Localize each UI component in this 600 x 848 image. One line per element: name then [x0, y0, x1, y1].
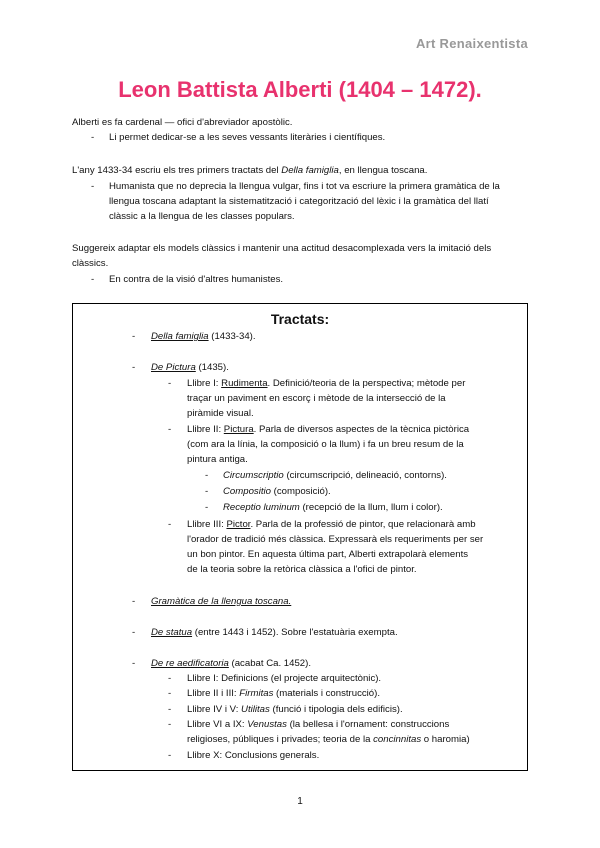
document-title: Leon Battista Alberti (1404 – 1472). — [118, 77, 482, 102]
page-number: 1 — [297, 796, 303, 807]
bullet-dash: - — [91, 181, 95, 192]
bullet-dash: - — [168, 519, 172, 530]
pictura-llibre-1: Llibre I: Rudimenta. Definició/teoria de la perspectiva; mètode per traçar un paviment en escorç i mètode de la intersecció de la piràmide visual. — [187, 378, 466, 419]
tractat-de-re-aedificatoria: De re aedificatoria (acabat Ca. 1452). — [151, 658, 311, 669]
bullet-dash: - — [168, 688, 172, 699]
bullet-dash: - — [205, 486, 209, 497]
intro-bullet-1: Li permet dedicar-se a les seves vessants literàries i científiques. — [109, 132, 386, 143]
intro-paragraph-2: L'any 1433-34 escriu els tres primers tractats del Della famiglia, en llengua toscana. — [72, 165, 428, 176]
tractat-gramatica: Gramàtica de la llengua toscana. — [151, 596, 292, 607]
bullet-dash: - — [132, 362, 136, 373]
tractat-de-statua: De statua (entre 1443 i 1452). Sobre l'estatuària exempta. — [151, 627, 398, 638]
pictura-sub-circumscriptio: Circumscriptio (circumscripció, delineació, contorns). — [223, 470, 447, 481]
pictura-sub-compositio: Compositio (composició). — [223, 486, 331, 497]
intro-bullet-2: Humanista que no deprecia la llengua vulgar, fins i tot va escriure la primera gramàtica de la llengua toscana adaptant la sistematització i categorització del lèxic i la gramàtica del llatí clàssic a la llengua de les classes populars. — [109, 181, 500, 222]
aedificatoria-llibre-4-5: Llibre IV i V: Utilitas (funció i tipologia dels edificis). — [187, 704, 403, 715]
bullet-dash: - — [168, 719, 172, 730]
bullet-dash: - — [168, 673, 172, 684]
intro-paragraph-1: Alberti es fa cardenal — ofici d'abreviador apostòlic. — [72, 117, 293, 128]
bullet-dash: - — [91, 274, 95, 285]
aedificatoria-llibre-1: Llibre I: Definicions (el projecte arquitectònic). — [187, 673, 382, 684]
bullet-dash: - — [168, 378, 172, 389]
bullet-dash: - — [132, 658, 136, 669]
aedificatoria-llibre-2-3: Llibre II i III: Firmitas (materials i construcció). — [187, 688, 380, 699]
intro-bullet-3: En contra de la visió d'altres humanistes. — [109, 274, 284, 285]
pictura-llibre-2: Llibre II: Pictura. Parla de diversos aspectes de la tècnica pictòrica (com ara la línia, la composició o la llum) i fa un breu resum de la pintura antiga. — [187, 424, 470, 465]
bullet-dash: - — [132, 596, 136, 607]
aedificatoria-llibre-10: Llibre X: Conclusions generals. — [187, 750, 320, 761]
bullet-dash: - — [205, 470, 209, 481]
intro-paragraph-3: Suggereix adaptar els models clàssics i mantenir una actitud desacomplexada vers la imitació dels clàssics. — [72, 243, 492, 269]
aedificatoria-llibre-6-9: Llibre VI a IX: Venustas (la bellesa i l'ornament: construccions religioses, públiques i privades; teoria de la concinnitas o haromia) — [187, 719, 470, 745]
bullet-dash: - — [168, 704, 172, 715]
tractats-heading: Tractats: — [270, 311, 330, 327]
bullet-dash: - — [168, 424, 172, 435]
running-header: Art Renaixentista — [415, 36, 528, 51]
bullet-dash: - — [132, 331, 136, 342]
bullet-dash: - — [91, 132, 95, 143]
pictura-sub-receptio: Receptio luminum (recepció de la llum, llum i color). — [223, 502, 443, 513]
bullet-dash: - — [205, 502, 209, 513]
tractat-della-famiglia: Della famiglia (1433-34). — [151, 331, 256, 342]
bullet-dash: - — [132, 627, 136, 638]
bullet-dash: - — [168, 750, 172, 761]
tractat-de-pictura: De Pictura (1435). — [151, 362, 229, 373]
pictura-llibre-3: Llibre III: Pictor. Parla de la professió de pintor, que relacionarà amb l'orador de tradició més clàssica. Expressarà els requeriments per ser un bon pintor. En aquesta última part, Alberti extrapolarà elements de la teoria sobre la retòrica clàssica a l'ofici de pintor. — [187, 519, 484, 575]
